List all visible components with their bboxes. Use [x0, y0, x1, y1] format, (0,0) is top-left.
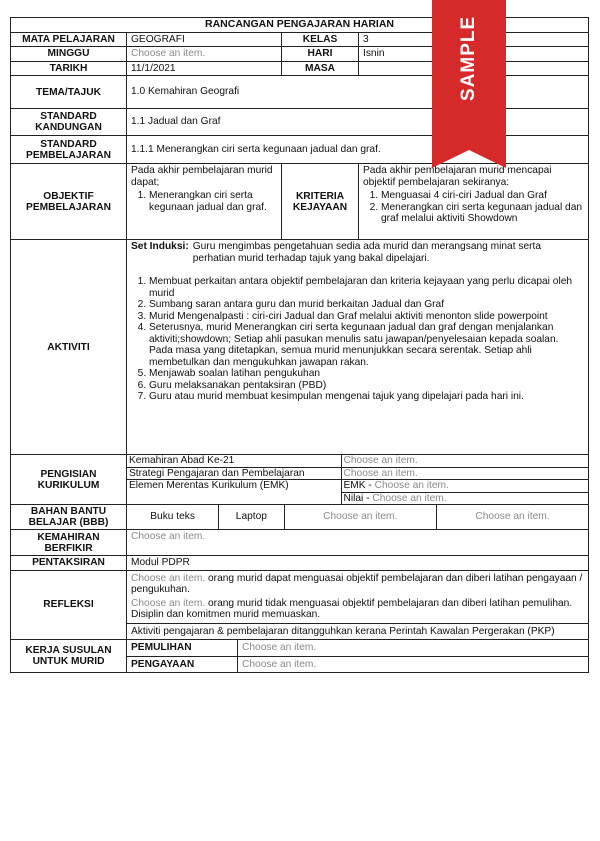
objektif-label: OBJEKTIF PEMBELAJARAN [11, 164, 127, 240]
standard-pembelajaran-value[interactable]: 1.1.1 Menerangkan ciri serta kegunaan jadual dan graf. [127, 136, 589, 164]
aktiviti-step: 7. Guru atau murid membuat kesimpulan mengenai tajuk yang dipelajari pada hari ini. [149, 391, 584, 403]
kriteria-content[interactable] [359, 164, 589, 240]
emk-dropdown[interactable]: Choose an item. [374, 480, 449, 491]
kelas-value[interactable]: 3 [359, 32, 589, 47]
pengisian-row-label [127, 492, 341, 504]
bbb-item[interactable]: Laptop [219, 505, 284, 529]
standard-kandungan-label: STANDARD KANDUNGAN [11, 109, 127, 136]
refleksi-line-text: orang murid dapat menguasai objektif pembelajaran dan diberi latihan pengayaan / pengukuhan. [131, 572, 583, 595]
bbb-item[interactable]: Buku teks [150, 511, 195, 522]
nilai-field[interactable] [341, 492, 588, 504]
mata-pelajaran-value[interactable]: GEOGRAFI [127, 32, 282, 47]
kriteria-intro: Pada akhir pembelajaran murid mencapai objektif pembelajaran sekiranya: [363, 165, 552, 188]
minggu-dropdown[interactable]: Choose an item. [127, 47, 282, 62]
pemulihan-label: PEMULIHAN [127, 640, 238, 656]
refleksi-line-text: orang murid tidak menguasai objektif pembelajaran dan diberi latihan pemulihan. Disiplin dan komitmen murid memuaskan. [131, 597, 573, 620]
tema-value[interactable]: 1.0 Kemahiran Geografi [127, 76, 589, 109]
aktiviti-label: AKTIVITI [11, 240, 127, 455]
bahan-bantu-content [127, 505, 589, 530]
kemahiran-berfikir-dropdown[interactable]: Choose an item. [127, 530, 589, 556]
pengisian-row-label: Kemahiran Abad Ke-21 [127, 455, 341, 467]
refleksi-lines[interactable] [127, 571, 588, 623]
pentaksiran-value[interactable]: Modul PDPR [127, 556, 589, 571]
refleksi-label: REFLEKSI [11, 570, 127, 640]
kelas-label: KELAS [282, 32, 359, 47]
bbb-dropdown[interactable]: Choose an item. [284, 505, 436, 529]
masa-label: MASA [282, 61, 359, 76]
set-induksi-label: Set Induksi: [131, 241, 189, 252]
nilai-label: Nilai - [343, 492, 370, 504]
standard-kandungan-value[interactable]: 1.1 Jadual dan Graf [127, 109, 589, 136]
tarikh-value[interactable]: 11/1/2021 [127, 61, 282, 76]
kriteria-item: 1. Menguasai 4 ciri-ciri Jadual dan Graf [381, 190, 584, 202]
objektif-intro: Pada akhir pembelajaran murid dapat; [131, 165, 273, 188]
aktiviti-step: 1. Membuat perkaitan antara objektif pembelajaran dan kriteria kejayaan yang perlu dicapai oleh murid [149, 276, 584, 299]
nilai-dropdown[interactable]: Choose an item. [372, 492, 447, 504]
document-title: RANCANGAN PENGAJARAN HARIAN [11, 18, 589, 33]
sample-ribbon-notch [432, 150, 506, 168]
pentaksiran-label: PENTAKSIRAN [11, 556, 127, 571]
mata-pelajaran-label: MATA PELAJARAN [11, 32, 127, 47]
bahan-bantu-label: BAHAN BANTU BELAJAR (BBB) [11, 505, 127, 530]
tarikh-label: TARIKH [11, 61, 127, 76]
pengayaan-dropdown[interactable]: Choose an item. [238, 656, 589, 672]
pengisian-label: PENGISIAN KURIKULUM [11, 455, 127, 505]
kemahiran-berfikir-label: KEMAHIRAN BERFIKIR [11, 530, 127, 556]
refleksi-note[interactable]: Aktiviti pengajaran & pembelajaran ditangguhkan kerana Perintah Kawalan Pergerakan (PKP) [127, 623, 588, 640]
pengisian-content [127, 455, 589, 505]
kriteria-item: 2. Menerangkan ciri serta kegunaan jadual dan graf melalui aktiviti Showdown [381, 202, 584, 225]
aktiviti-step: 6. Guru melaksanakan pentaksiran (PBD) [149, 380, 584, 392]
refleksi-line [131, 598, 584, 621]
aktiviti-step: 4. Seterusnya, murid Menerangkan ciri serta kegunaan jadual dan graf dengan menjalankan aktiviti;showdown; Setiap ahli pasukan menulis satu jawapan/penyelesaian kepada soalan. Pada masa yang ditetapkan, semua murid menunjukkan secara serentak. Setiap ahli membetulkan dan mengukuhkan jawapan rakan. [149, 322, 584, 368]
refleksi-content [127, 570, 589, 640]
aktiviti-step: 3. Murid Mengenalpasti : ciri-ciri Jadual dan Graf melalui aktiviti menonton slide powerpoint [149, 311, 584, 323]
emk-label: EMK - [343, 480, 372, 491]
objektif-item: 1. Menerangkan ciri serta kegunaan jadual dan graf. [149, 190, 277, 213]
aktiviti-content[interactable] [127, 240, 589, 455]
set-induksi [131, 241, 584, 264]
refleksi-count-dropdown[interactable]: Choose an item. [131, 572, 206, 584]
aktiviti-step: 5. Menjawab soalan latihan pengukuhan [149, 368, 584, 380]
pengisian-row-label: Elemen Merentas Kurikulum (EMK) [127, 480, 341, 493]
refleksi-count-dropdown[interactable]: Choose an item. [131, 597, 206, 609]
kerja-susulan-label: KERJA SUSULAN UNTUK MURID [11, 640, 127, 673]
objektif-content[interactable] [127, 164, 282, 240]
kemahiran-abad-dropdown[interactable]: Choose an item. [343, 455, 418, 466]
strategi-dropdown[interactable]: Choose an item. [341, 467, 588, 480]
refleksi-line [131, 573, 584, 596]
kriteria-label: KRITERIA KEJAYAAN [282, 164, 359, 240]
pengayaan-label: PENGAYAAN [127, 656, 238, 672]
pengisian-row-label: Strategi Pengajaran dan Pembelajaran [127, 467, 341, 480]
minggu-label: MINGGU [11, 47, 127, 62]
kerja-susulan-content [127, 640, 589, 673]
set-induksi-text: Guru mengimbas pengetahuan sedia ada murid dan merangsang minat serta perhatian murid terhadap tajuk yang bakal dipelajari. [192, 241, 542, 264]
pemulihan-dropdown[interactable]: Choose an item. [242, 642, 317, 653]
hari-label: HARI [282, 47, 359, 62]
hari-value[interactable]: Isnin [359, 47, 589, 62]
bbb-dropdown[interactable]: Choose an item. [437, 505, 589, 529]
aktiviti-step: 2. Sumbang saran antara guru dan murid berkaitan Jadual dan Graf [149, 299, 584, 311]
sample-watermark: SAMPLE [458, 15, 479, 101]
standard-pembelajaran-label: STANDARD PEMBELAJARAN [11, 136, 127, 164]
emk-field[interactable] [341, 480, 588, 493]
tema-label: TEMA/TAJUK [11, 76, 127, 109]
